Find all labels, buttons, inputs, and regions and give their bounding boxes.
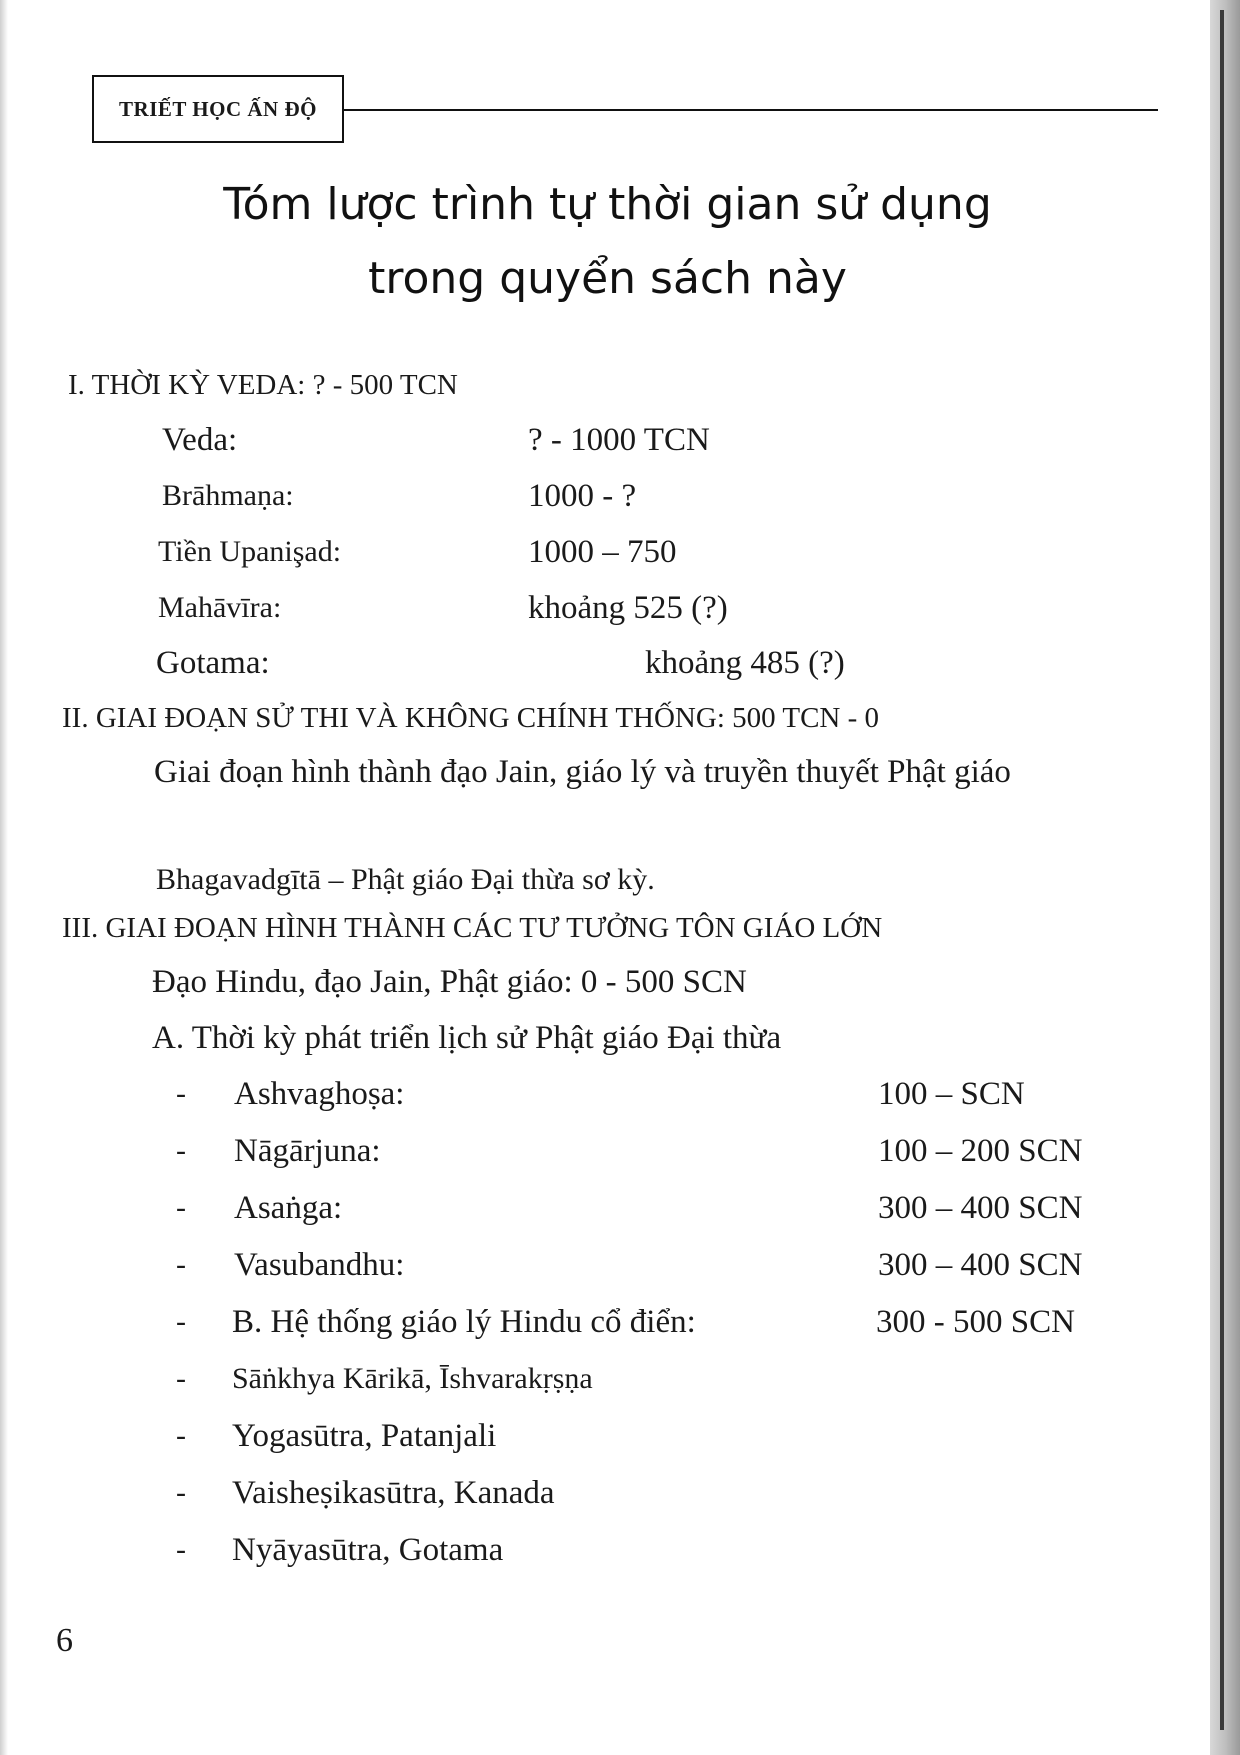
list-item-label: Sāṅkhya Kārikā, Īshvarakṛṣṇa bbox=[232, 1362, 593, 1395]
list-item-label: Vaisheṣikasūtra, Kanada bbox=[232, 1475, 555, 1511]
list-dash: - bbox=[176, 1419, 186, 1452]
list-dash: - bbox=[176, 1134, 186, 1167]
list-item-label: Asaṅga: bbox=[234, 1190, 343, 1226]
section-2-heading: II. GIAI ĐOẠN SỬ THI VÀ KHÔNG CHÍNH THỐNG: 500 TCN - 0 bbox=[62, 702, 880, 734]
running-header-text: TRIẾT HỌC ẤN ĐỘ bbox=[119, 96, 317, 121]
section-1-label: Gotama: bbox=[156, 645, 270, 681]
list-item-value: 100 – 200 SCN bbox=[878, 1133, 1083, 1169]
list-dash: - bbox=[176, 1533, 186, 1566]
list-item-value: 300 – 400 SCN bbox=[878, 1190, 1083, 1226]
section-2-paragraph: Giai đoạn hình thành đạo Jain, giáo lý và truyền thuyết Phật giáo bbox=[154, 754, 1011, 790]
section-1-label: Veda: bbox=[162, 422, 238, 458]
list-item-value: 300 - 500 SCN bbox=[876, 1304, 1075, 1340]
list-item-label: Nyāyasūtra, Gotama bbox=[232, 1532, 504, 1568]
page-title bbox=[0, 168, 1215, 316]
list-item-label: Yogasūtra, Patanjali bbox=[232, 1418, 497, 1454]
section-2-line: Bhagavadgītā – Phật giáo Đại thừa sơ kỳ. bbox=[156, 863, 655, 896]
running-header bbox=[92, 75, 344, 143]
list-item-label: Vasubandhu: bbox=[234, 1247, 405, 1283]
section-1-label: Tiền Upanişad: bbox=[158, 535, 342, 568]
section-1-label: Brāhmaṇa: bbox=[162, 479, 294, 512]
list-item-label: B. Hệ thống giáo lý Hindu cổ điển: bbox=[232, 1304, 696, 1340]
section-1-heading: I. THỜI KỲ VEDA: ? - 500 TCN bbox=[68, 369, 458, 401]
section-1-value: 1000 – 750 bbox=[528, 534, 677, 570]
list-dash: - bbox=[176, 1248, 186, 1281]
section-1-value: khoảng 525 (?) bbox=[528, 590, 728, 626]
list-item-value: 100 – SCN bbox=[878, 1076, 1025, 1112]
list-dash: - bbox=[176, 1476, 186, 1509]
section-3-heading: III. GIAI ĐOẠN HÌNH THÀNH CÁC TƯ TƯỞNG TÔN GIÁO LỚN bbox=[62, 912, 883, 944]
list-item-label: Ashvaghoṣa: bbox=[234, 1076, 405, 1112]
title-line-1: Tóm lược trình tự thời gian sử dụng bbox=[223, 179, 992, 230]
section-3-line: Đạo Hindu, đạo Jain, Phật giáo: 0 - 500 SCN bbox=[152, 964, 747, 1000]
list-item-value: 300 – 400 SCN bbox=[878, 1247, 1083, 1283]
list-dash: - bbox=[176, 1305, 186, 1338]
title-line-2: trong quyển sách này bbox=[368, 253, 847, 304]
section-1-label: Mahāvīra: bbox=[158, 591, 282, 624]
header-rule bbox=[344, 109, 1158, 111]
list-dash: - bbox=[176, 1077, 186, 1110]
book-spine-line bbox=[1220, 10, 1224, 1730]
section-1-value: ? - 1000 TCN bbox=[528, 422, 710, 458]
list-item-label: Nāgārjuna: bbox=[234, 1133, 381, 1169]
list-dash: - bbox=[176, 1362, 186, 1395]
list-dash: - bbox=[176, 1191, 186, 1224]
page-number: 6 bbox=[56, 1622, 73, 1659]
section-3-subheading: A. Thời kỳ phát triển lịch sử Phật giáo Đại thừa bbox=[152, 1020, 782, 1056]
section-1-value: khoảng 485 (?) bbox=[645, 645, 845, 681]
section-1-value: 1000 - ? bbox=[528, 478, 637, 514]
